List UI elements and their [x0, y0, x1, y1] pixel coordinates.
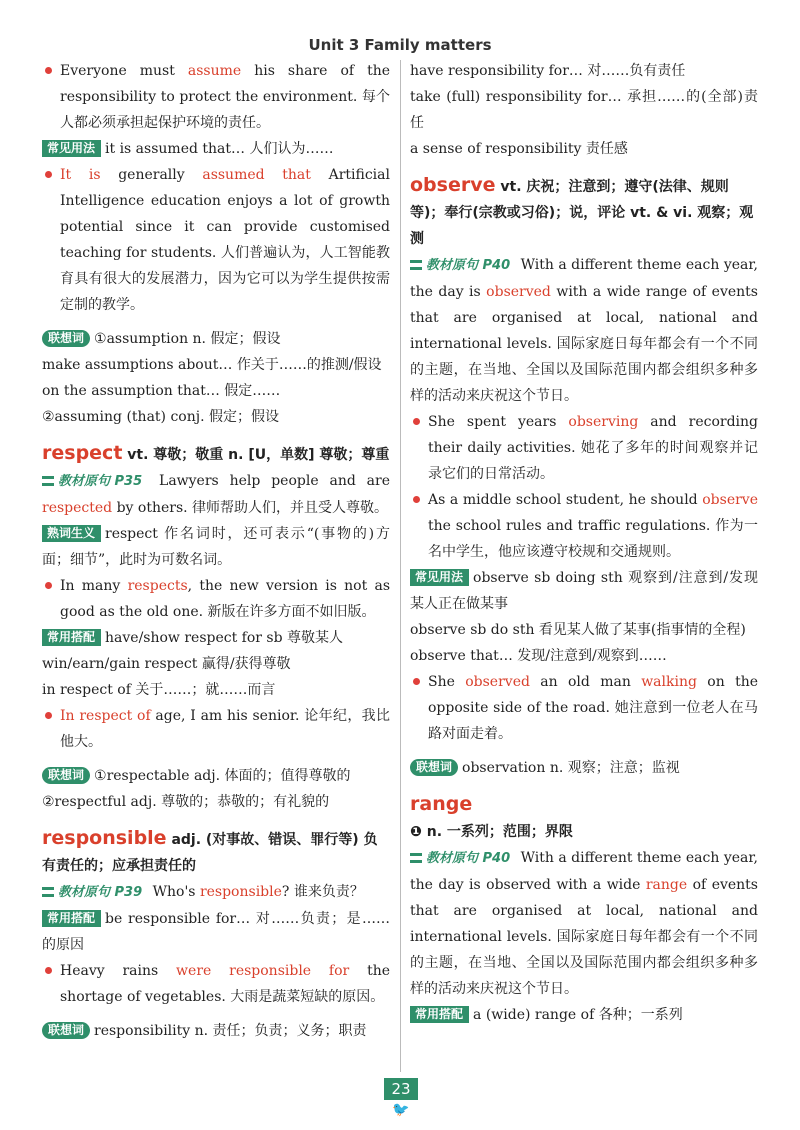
headword-respect: respect vt. 尊敬；敬重 n. [U，单数] 尊敬；尊重: [42, 442, 390, 464]
respect-assoc-1: 联想词 ①respectable adj. 体面的；值得尊敬的: [42, 763, 390, 789]
headword-responsible: responsible adj. (对事故、错误、罪行等) 负有责任的；应承担责任的: [42, 827, 378, 874]
respect-collocation-1: 常用搭配 have/show respect for sb 尊敬某人: [42, 625, 390, 651]
observe-usage-1: 常见用法 observe sb doing sth 观察到/注意到/发现某人正在做某事: [410, 570, 758, 612]
assoc-tag: 联想词: [42, 330, 90, 347]
observe-usage-3: observe that… 发现/注意到/观察到……: [410, 648, 667, 664]
right-column: [410, 58, 758, 1028]
range-source: 教材原句 P40 With a different theme each year, the day is observed with a wide range of events that are organised at local, national and international levels. 国际家庭日每年都会有一个不同的主题，在当地、全国以及国际范围内都会组织多种多样的活动来庆祝这个节日。: [410, 845, 758, 1002]
assume-example-2: It is generally assumed that Artificial Intelligence education enjoys a lot of growth potential since it can provide customised teaching for students. 人们普遍认为，人工智能教育具有很大的发展潜力，因为它可以为学生提供按需定制的教学。: [42, 162, 390, 318]
respect-assoc-2: ②respectful adj. 尊敬的；恭敬的；有礼貌的: [42, 794, 330, 810]
collocation-tag: 常用搭配: [42, 629, 101, 646]
observe-example-3: She observed an old man walking on the opposite side of the road. 她注意到一位老人在马路对面走着。: [410, 669, 758, 747]
responsibility-line-3: a sense of responsibility 责任感: [410, 141, 628, 157]
assoc-tag: 联想词: [42, 767, 90, 784]
assume-assoc-4: ②assuming (that) conj. 假定；假设: [42, 409, 279, 425]
usage-tag: 常见用法: [42, 140, 101, 157]
observe-usage-2: observe sb do sth 看见某人做了某事(指事情的全程): [410, 622, 746, 638]
responsible-assoc: 联想词 responsibility n. 责任；负责；义务；职责: [42, 1018, 390, 1044]
range-sense: ❶ n. 一系列；范围；界限: [410, 824, 573, 840]
assume-usage: 常见用法 it is assumed that… 人们认为……: [42, 136, 390, 162]
observe-example-2: As a middle school student, he should observe the school rules and traffic regulations. 作为一名中学生，他应该遵守校规和交通规则。: [410, 487, 758, 565]
left-column: [42, 58, 390, 1044]
respect-source: 教材原句 P35 Lawyers help people and are respected by others. 律师帮助人们，并且受人尊敬。: [42, 468, 390, 521]
page-number: 23: [384, 1078, 418, 1100]
responsible-example: Heavy rains were responsible for the shortage of vegetables. 大雨是蔬菜短缺的原因。: [42, 958, 390, 1010]
range-collocation: 常用搭配 a (wide) range of 各种；一系列: [410, 1002, 758, 1028]
usage-tag: 常见用法: [410, 569, 469, 586]
assume-assoc-1: 联想词 ①assumption n. 假定；假设: [42, 326, 390, 352]
respect-meaning: 熟词生义 respect 作名词时，还可表示“(事物的)方面；细节”，此时为可数名词。: [42, 526, 390, 568]
page-header: Unit 3 Family matters: [308, 36, 492, 54]
responsibility-line-1: have responsibility for… 对……负有责任: [410, 63, 686, 79]
observe-example-1: She spent years observing and recording their daily activities. 她花了多年的时间观察并记录它们的日常活动。: [410, 409, 758, 487]
headword-range: range: [410, 793, 473, 815]
source-tag: 教材原句 P39: [42, 880, 142, 906]
assume-assoc-2: make assumptions about… 作关于……的推测/假设: [42, 357, 382, 373]
respect-collocation-3: in respect of 关于……；就……而言: [42, 682, 276, 698]
responsible-collocation: 常用搭配 be responsible for… 对……负责；是……的原因: [42, 911, 390, 953]
assoc-tag: 联想词: [410, 759, 458, 776]
assume-assoc-3: on the assumption that… 假定……: [42, 383, 281, 399]
collocation-tag: 常用搭配: [42, 910, 101, 927]
source-tag: 教材原句 P40: [410, 253, 510, 279]
observe-source: 教材原句 P40 With a different theme each year, the day is observed with a wide range of events that are organised at local, national and international levels. 国际家庭日每年都会有一个不同的主题，在当地、全国以及国际范围内都会组织多种多样的活动来庆祝这个节日。: [410, 252, 758, 409]
assume-example-1: Everyone must assume his share of the responsibility to protect the environment. 每个人都必须承担起保护环境的责任。: [42, 58, 390, 136]
source-tag: 教材原句 P40: [410, 846, 510, 872]
respect-example-2: In respect of age, I am his senior. 论年纪，我比他大。: [42, 703, 390, 755]
respect-collocation-2: win/earn/gain respect 赢得/获得尊敬: [42, 656, 291, 672]
meaning-tag: 熟词生义: [42, 525, 101, 542]
respect-example-1: In many respects, the new version is not as good as the old one. 新版在许多方面不如旧版。: [42, 573, 390, 625]
responsible-source: 教材原句 P39 Who's responsible? 谁来负责？: [42, 879, 390, 906]
column-divider: [400, 60, 401, 1072]
headword-observe: observe vt. 庆祝；注意到；遵守(法律、规则等)；奉行(宗教或习俗)；说，评论 vt. & vi. 观察；观测: [410, 174, 754, 247]
bird-icon: 🐦: [392, 1102, 410, 1118]
observe-assoc: 联想词 observation n. 观察；注意；监视: [410, 755, 758, 781]
collocation-tag: 常用搭配: [410, 1006, 469, 1023]
responsibility-line-2: take (full) responsibility for… 承担……的(全部)责任: [410, 89, 758, 131]
assoc-tag: 联想词: [42, 1022, 90, 1039]
source-tag: 教材原句 P35: [42, 469, 142, 495]
